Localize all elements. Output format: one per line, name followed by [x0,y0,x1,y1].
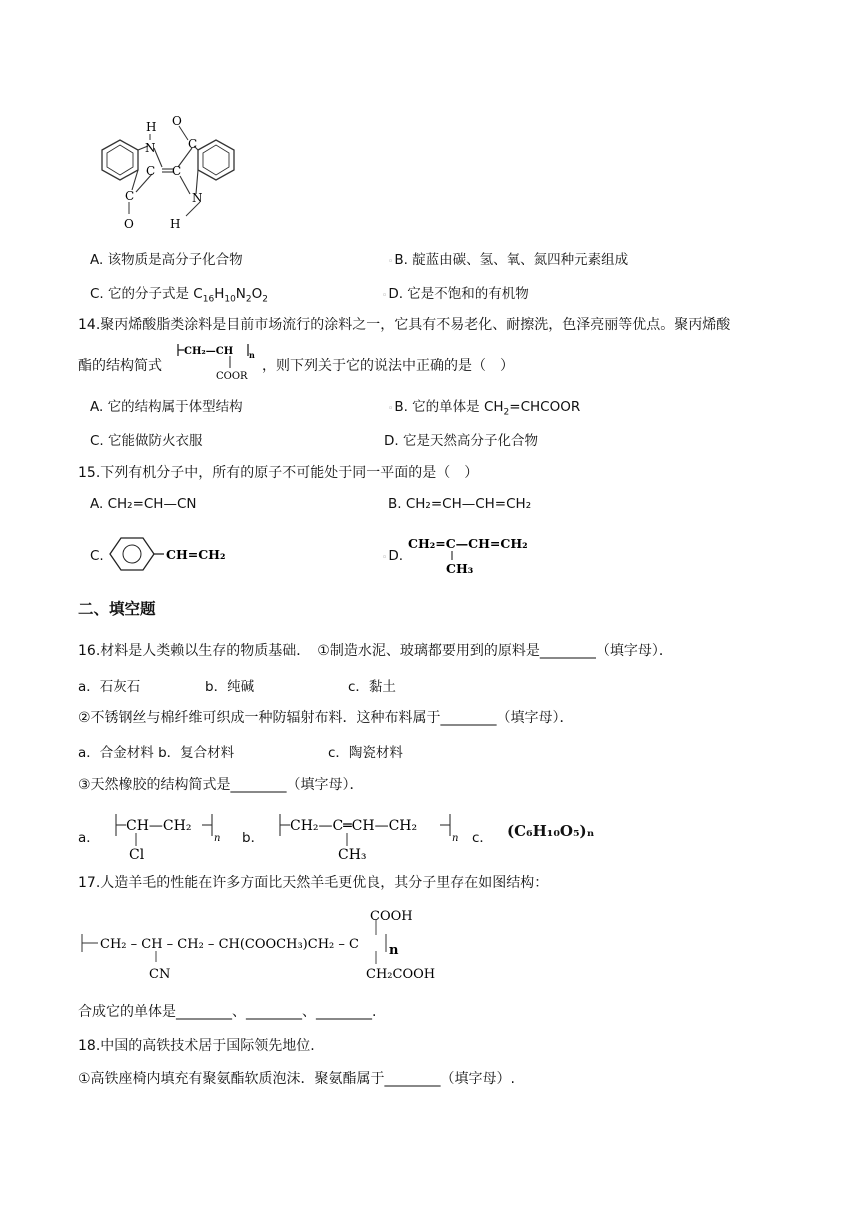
isoprene-structure [404,532,564,578]
polyisoprene-formula [274,806,470,864]
svg-text:n: n [214,833,221,844]
atom-c-mid-right: C [172,164,182,178]
q18-stem-line1: 18.中国的高铁技术居于国际领先地位. [78,1038,315,1054]
q15-stem: 15.下列有机分子中，所有的原子不可能处于同一平面的是（ ） [78,465,479,481]
q14-option-c: C. 它能做防火衣服 [90,433,203,449]
q16-choice-a-label: a． [78,830,100,846]
q14-option-a: A. 它的结构属于体型结构 [90,399,243,415]
q16-stem-line3: ③天然橡胶的结构简式是________（填字母）． [78,777,364,793]
polyacrylate-formula [174,339,260,383]
q15-option-a: A. CH₂=CH—CN [90,496,197,512]
q16-choice-c-formula: (C₆H₁₀O₅)ₙ [507,822,595,840]
q16-stem-line1: 16.材料是人类赖以生存的物质基础． ①制造水泥、玻璃都要用到的原料是________（填字母）． [78,643,673,659]
polyvinyl-chloride-formula [110,806,230,864]
q16-choice-b-label: b． [242,830,265,846]
section-title: 二、填空题 [78,600,156,618]
q14-option-b: ◦B. 它的单体是 $CH_2=CHCOOR$ [388,399,581,418]
svg-text:CH₃: CH₃ [446,561,474,576]
q16-opt2-c: c．陶瓷材料 [328,745,403,761]
svg-text:n: n [249,350,255,360]
svg-text:CH₂ – CH – CH₂ – CH(COOCH₃)CH₂: CH₂ – CH – CH₂ – CH(COOCH₃)CH₂ – C [100,937,359,952]
atom-h-top: H [146,120,157,134]
q13-option-c: C. 它的分子式是 $C_{16}H_{10}N_2O_2$ [90,286,269,305]
q13-option-d: ◦D. 它是不饱和的有机物 [382,286,529,302]
q16-opt1-c: c．黏土 [348,679,396,695]
q13-option-a: A. 该物质是高分子化合物 [90,252,243,268]
svg-text:n: n [452,833,459,844]
artificial-wool-structure [74,904,454,988]
q14-stem-line2-end: ，则下列关于它的说法中正确的是（ ） [262,358,514,374]
atom-c-top: C [188,137,198,151]
q16-stem-line2: ②不锈钢丝与棉纤维可织成一种防辐射布料．这种布料属于________（填字母）． [78,710,574,726]
q18-stem-line2: ①高铁座椅内填充有聚氨酯软质泡沫．聚氨酯属于________（填字母）. [78,1071,515,1087]
q17-answer-line: 合成它的单体是________、________、________. [78,1004,377,1020]
atom-n-left: N [145,141,156,155]
styrene-structure [104,532,244,576]
q16-opt1-b: b．纯碱 [205,679,255,695]
atom-c-mid-left: C [146,164,156,178]
svg-text:CH₂=C—CH=CH₂: CH₂=C—CH=CH₂ [408,536,528,551]
svg-text:CH₂COOH: CH₂COOH [366,967,436,982]
q17-stem: 17.人造羊毛的性能在许多方面比天然羊毛更优良，其分子里存在如图结构： [78,875,549,891]
q14-option-d: D. 它是天然高分子化合物 [384,433,538,449]
q16-opt1-a: a．石灰石 [78,679,141,695]
q14-stem-line1: 14.聚丙烯酸脂类涂料是目前市场流行的涂料之一，它具有不易老化、耐擦洗，色泽亮丽等优点。聚丙烯酸 [78,317,731,333]
q15-option-c-label: C. [90,548,104,564]
atom-c-bottom: C [125,189,135,203]
svg-text:CH₂—CH: CH₂—CH [184,346,234,357]
q15-option-d-label: ◦D. [382,548,403,564]
q14-stem-line2-start: 酯的结构简式 [78,358,162,374]
svg-text:Cl: Cl [129,847,145,863]
svg-text:CN: CN [149,967,171,982]
q16-choice-c-label: c． [472,830,493,846]
atom-h-bottom: H [170,217,181,231]
q16-opt2-ab: a．合金材料 b．复合材料 [78,745,235,761]
svg-text:COOR: COOR [216,371,248,382]
svg-text:n: n [389,943,399,958]
indigo-structure-diagram [82,112,252,237]
svg-text:CH=CH₂: CH=CH₂ [166,547,226,562]
svg-text:CH—CH₂: CH—CH₂ [126,818,192,834]
svg-text:CH₂—C═CH—CH₂: CH₂—C═CH—CH₂ [290,818,418,834]
q15-option-b: B. CH₂=CH—CH=CH₂ [388,496,532,512]
svg-text:CH₃: CH₃ [338,847,367,863]
q13-option-b: ◦B. 靛蓝由碳、氢、氧、氮四种元素组成 [388,252,629,268]
svg-text:COOH: COOH [370,909,413,924]
atom-o-top: O [172,114,182,128]
atom-n-right: N [192,191,203,205]
atom-o-bottom: O [124,217,134,231]
